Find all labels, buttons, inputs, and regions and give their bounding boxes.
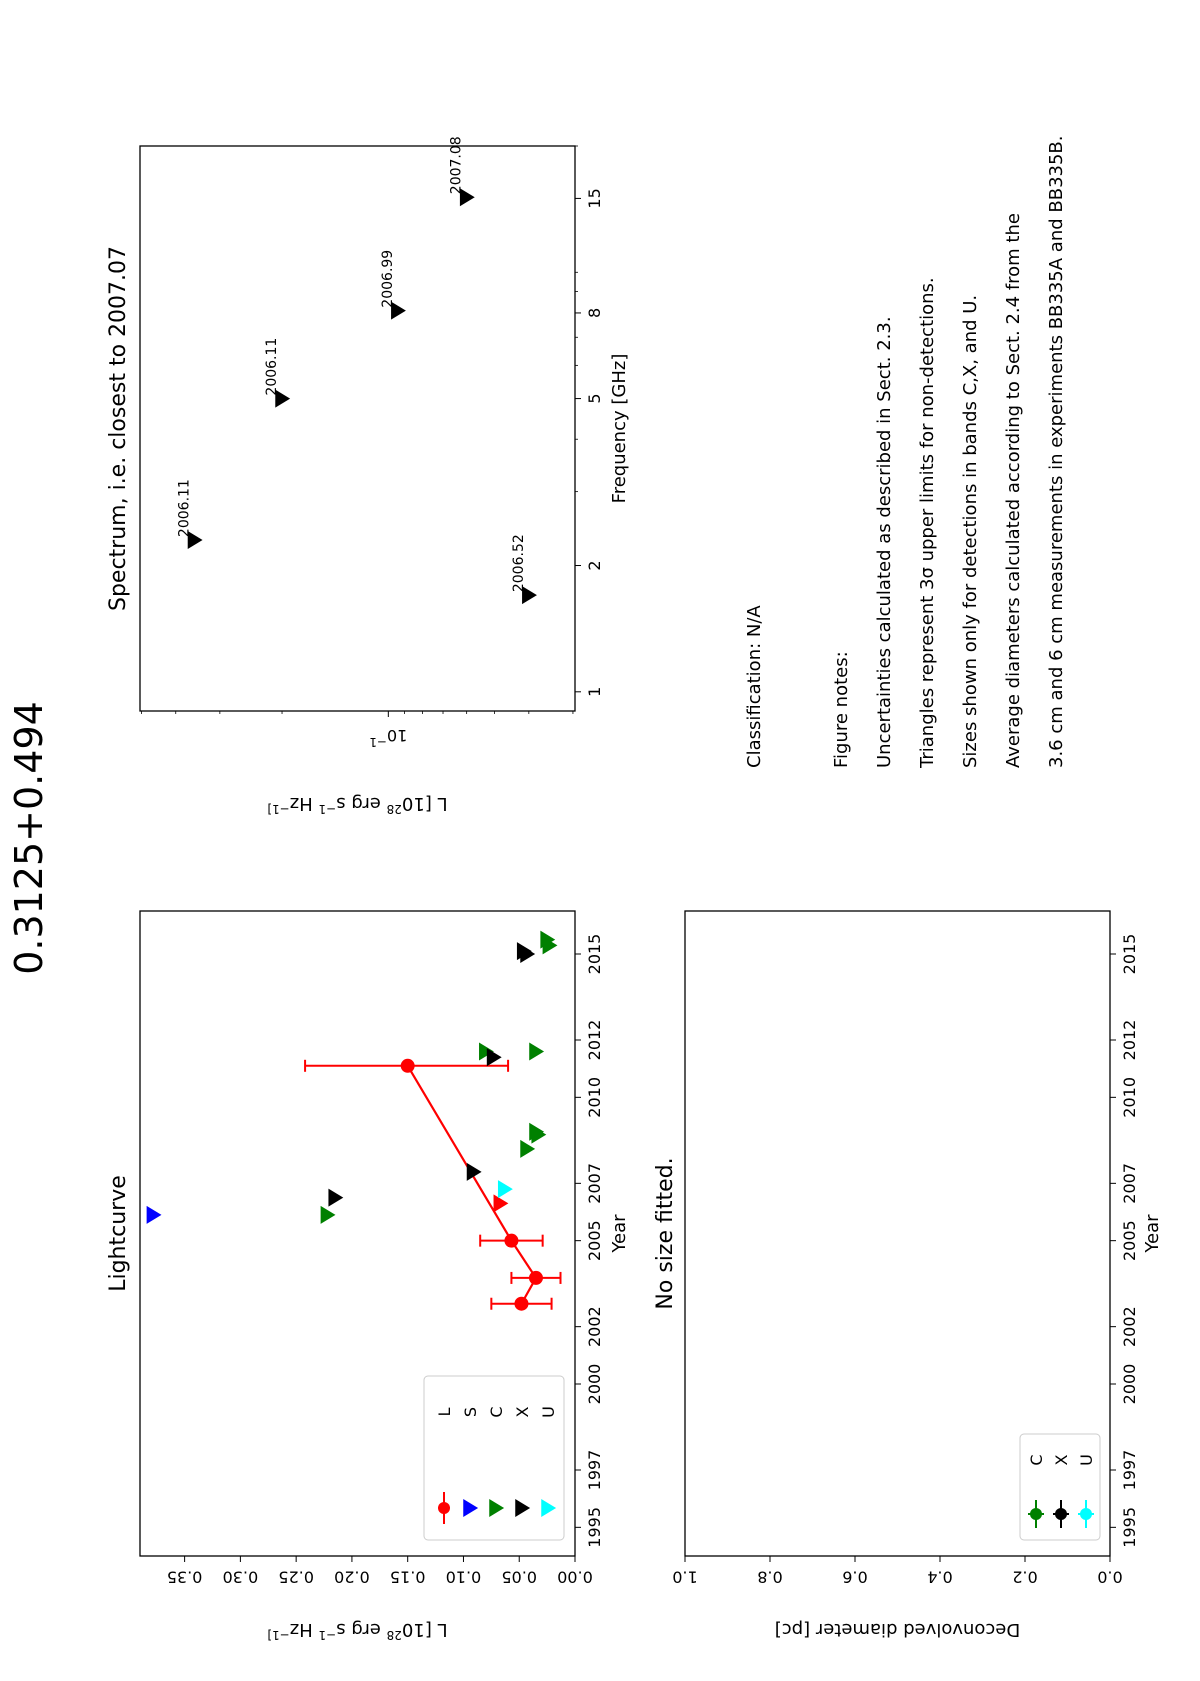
- size-panel: [653, 911, 1163, 1640]
- size-y-tick-label: 1.0: [672, 1567, 698, 1587]
- classification-text: Classification: N/A: [744, 605, 765, 768]
- size-title: No size fitted.: [653, 1157, 678, 1310]
- size-x-tick-label: 2015: [1120, 933, 1139, 975]
- size-y-tick-label: 0.6: [842, 1567, 868, 1587]
- spectrum-x-tick-label: 15: [585, 188, 604, 209]
- size-legend-label: C: [1027, 1454, 1046, 1466]
- lightcurve-l-upper-limit: [494, 1194, 509, 1212]
- lightcurve-l-line: [408, 1066, 536, 1304]
- size-x-tick-label: 2005: [1120, 1220, 1139, 1262]
- lightcurve-y-tick-label: 0.05: [501, 1567, 538, 1587]
- notes-title: Figure notes:: [831, 651, 852, 768]
- lightcurve-x-tick-label: 2005: [585, 1220, 604, 1262]
- spectrum-point-label: 2006.52: [510, 534, 527, 593]
- spectrum-y-tick-base: 10: [386, 726, 408, 746]
- lightcurve-x-tick-label: 2010: [585, 1076, 604, 1118]
- lightcurve-x-tick-label: 2015: [585, 933, 604, 975]
- lightcurve-y-axis-label: L [$10^{28}$ erg $s^{-1}$ $Hz^{-1]}$: [267, 1619, 448, 1642]
- size-x-tick-label: 1997: [1120, 1449, 1139, 1491]
- info-panel: [744, 135, 1067, 769]
- lightcurve-title: Lightcurve: [106, 1175, 131, 1292]
- lightcurve-c-upper-limit: [529, 1042, 544, 1060]
- lightcurve-x-tick-label: 2002: [585, 1306, 604, 1348]
- spectrum-axes-frame: [140, 146, 575, 711]
- size-y-tick-label: 0.2: [1012, 1567, 1038, 1587]
- legend-marker-swatch: [1030, 1508, 1042, 1520]
- spectrum-x-tick-label: 2: [585, 560, 604, 571]
- lightcurve-u-upper-limit: [498, 1180, 513, 1198]
- lightcurve-y-tick-label: 0.30: [222, 1567, 259, 1587]
- lightcurve-c-upper-limit: [321, 1206, 336, 1224]
- lightcurve-y-tick-label: 0.20: [334, 1567, 370, 1587]
- note-line-1: Uncertainties calculated as described in Sect. 2.3.: [874, 316, 895, 768]
- spectrum-title: Spectrum, i.e. closest to 2007.07: [106, 245, 131, 612]
- lightcurve-y-tick-label: 0.10: [445, 1567, 482, 1587]
- lightcurve-s-upper-limit: [147, 1206, 162, 1224]
- lightcurve-x-tick-label: 2007: [585, 1162, 604, 1204]
- lightcurve-legend-label: L: [435, 1407, 454, 1417]
- spectrum-y-axis-label: L [$10^{28}$ erg $s^{-1}$ $Hz^{-1]}$: [267, 793, 448, 816]
- lightcurve-x-upper-limit: [487, 1048, 502, 1066]
- spectrum-point-label: 2007.08: [448, 136, 465, 195]
- spectrum-x-tick-label: 5: [585, 393, 604, 404]
- source-title: 0.3125+0.494: [7, 701, 51, 975]
- lightcurve-x-tick-label: 2000: [585, 1363, 604, 1405]
- lightcurve-y-tick-label: 0.15: [389, 1567, 426, 1587]
- size-x-tick-label: 2012: [1120, 1019, 1139, 1061]
- spectrum-x-tick-label: 8: [585, 307, 604, 319]
- lightcurve-x-axis-label: Year: [609, 1214, 630, 1253]
- size-x-tick-label: 1995: [1120, 1506, 1139, 1548]
- lightcurve-y-tick-label: 0.00: [557, 1567, 593, 1587]
- legend-marker-swatch: [438, 1502, 450, 1514]
- size-y-tick-label: 0.0: [1097, 1567, 1123, 1587]
- spectrum-y-tick-label: [369, 727, 407, 750]
- size-legend-label: X: [1052, 1454, 1071, 1466]
- lightcurve-x-tick-label: 1997: [585, 1449, 604, 1491]
- note-line-2: Triangles represent 3σ upper limits for non-detections.: [917, 277, 938, 768]
- size-x-tick-label: 2007: [1120, 1162, 1139, 1204]
- spectrum-x-tick-label: 1: [585, 686, 604, 697]
- size-legend-label: U: [1077, 1454, 1096, 1466]
- note-line-3: Sizes shown only for detections in bands C,X, and U.: [960, 294, 981, 768]
- lightcurve-legend-label: S: [461, 1406, 480, 1418]
- legend-marker-swatch: [1080, 1508, 1092, 1520]
- lightcurve-legend-label: U: [539, 1406, 558, 1418]
- note-line-5: 3.6 cm and 6 cm measurements in experiments BB335A and BB335B.: [1046, 135, 1067, 768]
- size-y-tick-label: 0.8: [757, 1567, 783, 1587]
- size-x-tick-label: 2002: [1120, 1306, 1139, 1348]
- legend-marker-swatch: [1055, 1508, 1067, 1520]
- lightcurve-y-tick-label: 0.35: [166, 1567, 203, 1587]
- spectrum-x-axis-label: Frequency [GHz]: [609, 353, 630, 504]
- note-line-4: Average diameters calculated according to Sect. 2.4 from the: [1003, 213, 1024, 768]
- spectrum-y-tick-exp: −1: [369, 735, 387, 750]
- size-x-tick-label: 2010: [1120, 1076, 1139, 1118]
- lightcurve-x-tick-label: 2012: [585, 1019, 604, 1061]
- spectrum-point-label: 2006.11: [264, 337, 281, 396]
- size-x-axis-label: Year: [1142, 1214, 1163, 1253]
- lightcurve-legend-label: X: [513, 1406, 532, 1418]
- size-y-tick-label: 0.4: [927, 1567, 953, 1587]
- size-x-tick-label: 2000: [1120, 1363, 1139, 1405]
- spectrum-point-label: 2006.99: [379, 249, 396, 308]
- lightcurve-l-point: [504, 1234, 518, 1248]
- lightcurve-x-upper-limit: [328, 1189, 343, 1207]
- lightcurve-l-point: [529, 1271, 543, 1285]
- size-y-axis-label: Deconvolved diameter [pc]: [774, 1619, 1021, 1640]
- spectrum-panel: [106, 136, 630, 816]
- lightcurve-l-point: [514, 1297, 528, 1311]
- lightcurve-legend-label: C: [487, 1406, 506, 1418]
- spectrum-point-label: 2006.11: [176, 479, 193, 538]
- lightcurve-panel: [106, 911, 630, 1642]
- lightcurve-y-tick-label: 0.25: [278, 1567, 314, 1587]
- lightcurve-l-point: [401, 1059, 415, 1073]
- lightcurve-x-tick-label: 1995: [585, 1506, 604, 1548]
